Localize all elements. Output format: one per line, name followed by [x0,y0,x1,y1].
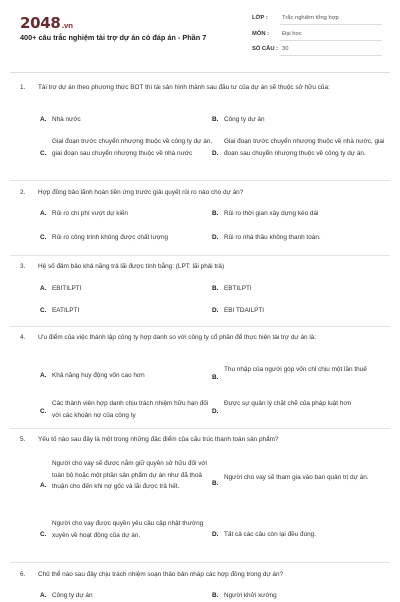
option-text: Được sự quản lý chặt chẽ của pháp luật hơn [224,400,352,407]
option-text: Rủi ro thời gian xây dựng kéo dài [224,210,319,217]
meta-underline [280,24,382,25]
header-divider [10,72,390,73]
option-letter: A. [40,482,47,489]
meta-value: 30 [282,46,289,52]
option-text: Người khởi xướng [224,592,277,599]
option-text: Giai đoạn trước chuyển nhượng thuộc về công ty dự án, giai đoạn sau chuyển nhượng thuộc về nhà nước [52,138,213,157]
question-text: Hợp đồng bảo lãnh hoàn tiền ứng trước giải quyết rủi ro nào cho dự án? [38,189,244,196]
meta-key: LỚP : [252,15,268,21]
option-text: EATILPTI [52,307,80,314]
question-number: 6. [20,571,26,578]
option-letter: C. [40,150,47,157]
meta-underline [280,40,382,41]
option-letter: C. [40,234,47,241]
option-text: Rủi ro công trình không được chất lượng [52,234,169,241]
option-text: Tất cả các câu còn lại đều đúng. [224,531,317,538]
option-letter: C. [40,307,47,314]
question-number: 5. [20,436,26,443]
logo-text: 2048 [20,14,61,32]
option-letter: B. [212,592,219,599]
option-text: Các thành viên hợp danh chịu trách nhiệm hữu hạn đối với các khoản nợ của công ty [52,400,209,419]
option-letter: B. [212,210,219,217]
question-divider [10,180,390,181]
option-letter: C. [40,408,47,415]
question-divider [10,428,390,429]
question-number: 1. [20,84,26,91]
page-header [0,0,400,70]
question-divider [10,562,390,563]
option-letter: A. [40,210,47,217]
page-title: 400+ câu trắc nghiệm tài trợ dự án có đáp án - Phần 7 [20,33,207,42]
meta-key: MÔN : [252,31,270,37]
option-text: EBITILPTI [52,285,82,292]
question-number: 2. [20,189,26,196]
option-text: Công ty dự án [224,116,265,123]
site-logo[interactable] [20,14,73,32]
question-number: 3. [20,263,26,270]
logo-suffix: .vn [61,22,73,30]
option-text: EBTILPTI [224,285,252,292]
option-text: Nhà nước [52,116,81,123]
question-text: Tài trợ dự án theo phương thức BOT thì tài sản hình thành sau đầu tư của dự án sẽ thuộc sở hữu của: [38,84,330,91]
option-text: Rủi ro chi phí vượt dự kiến [52,210,128,217]
option-text: Thu nhập của người góp vốn chỉ chịu một lần thuế [224,366,367,373]
option-letter: A. [40,116,47,123]
option-text: Công ty dự án [52,592,93,599]
option-letter: B. [212,374,219,381]
option-letter: D. [212,531,219,538]
option-letter: A. [40,372,47,379]
option-letter: D. [212,307,219,314]
question-text: Hệ số đảm bảo khả năng trả lãi được tính bằng: (LPT: lãi phải trả) [38,263,225,270]
option-letter: D. [212,234,219,241]
question-text: Yếu tố nào sau đây là một trong những đặc điểm của cấu trúc thanh toán sản phẩm? [38,436,279,443]
option-letter: B. [212,116,219,123]
meta-underline [280,55,382,56]
option-letter: A. [40,592,47,599]
option-text: Người cho vay được quyền yêu cầu cập nhật thường xuyên về hoạt động của dự án. [52,520,204,539]
option-text: Khả năng huy động vốn cao hơn [52,372,145,379]
option-letter: D. [212,150,219,157]
question-text: Chủ thể nào sau đây chịu trách nhiệm soạn thảo bản nháp các hợp đồng trong dự án? [38,571,284,578]
option-letter: B. [212,285,219,292]
question-divider [10,326,390,327]
question-number: 4. [20,334,26,341]
meta-value: Trắc nghiệm tổng hợp [282,15,339,21]
option-text: EBI TDAILPTI [224,307,265,314]
option-letter: C. [40,531,47,538]
option-text: Rủi ro nhà thầu không thanh toán. [224,234,321,241]
meta-key: SỐ CÂU : [252,46,279,52]
meta-value: Đại học [282,31,302,37]
question-divider [10,255,390,256]
option-text: Người cho vay sẽ tham gia vào ban quản trị dự án. [224,474,369,481]
option-text: Giai đoạn trước chuyển nhượng thuộc về nhà nước, giai đoạn sau chuyển nhượng thuộc về công ty dự án. [224,138,385,157]
option-letter: A. [40,285,47,292]
question-text: Ưu điểm của việc thành lập công ty hợp danh so với công ty cổ phần để thực hiện tài trợ dự án là: [38,334,317,341]
option-letter: D. [212,408,219,415]
option-text: Người cho vay sẽ được nắm giữ quyền sở hữu đối với toàn bộ hoặc một phần sản phẩm dự án như đã thoả thuận cho đến khi nợ gốc và lãi được trả hết. [52,460,208,490]
option-letter: B. [212,480,219,487]
